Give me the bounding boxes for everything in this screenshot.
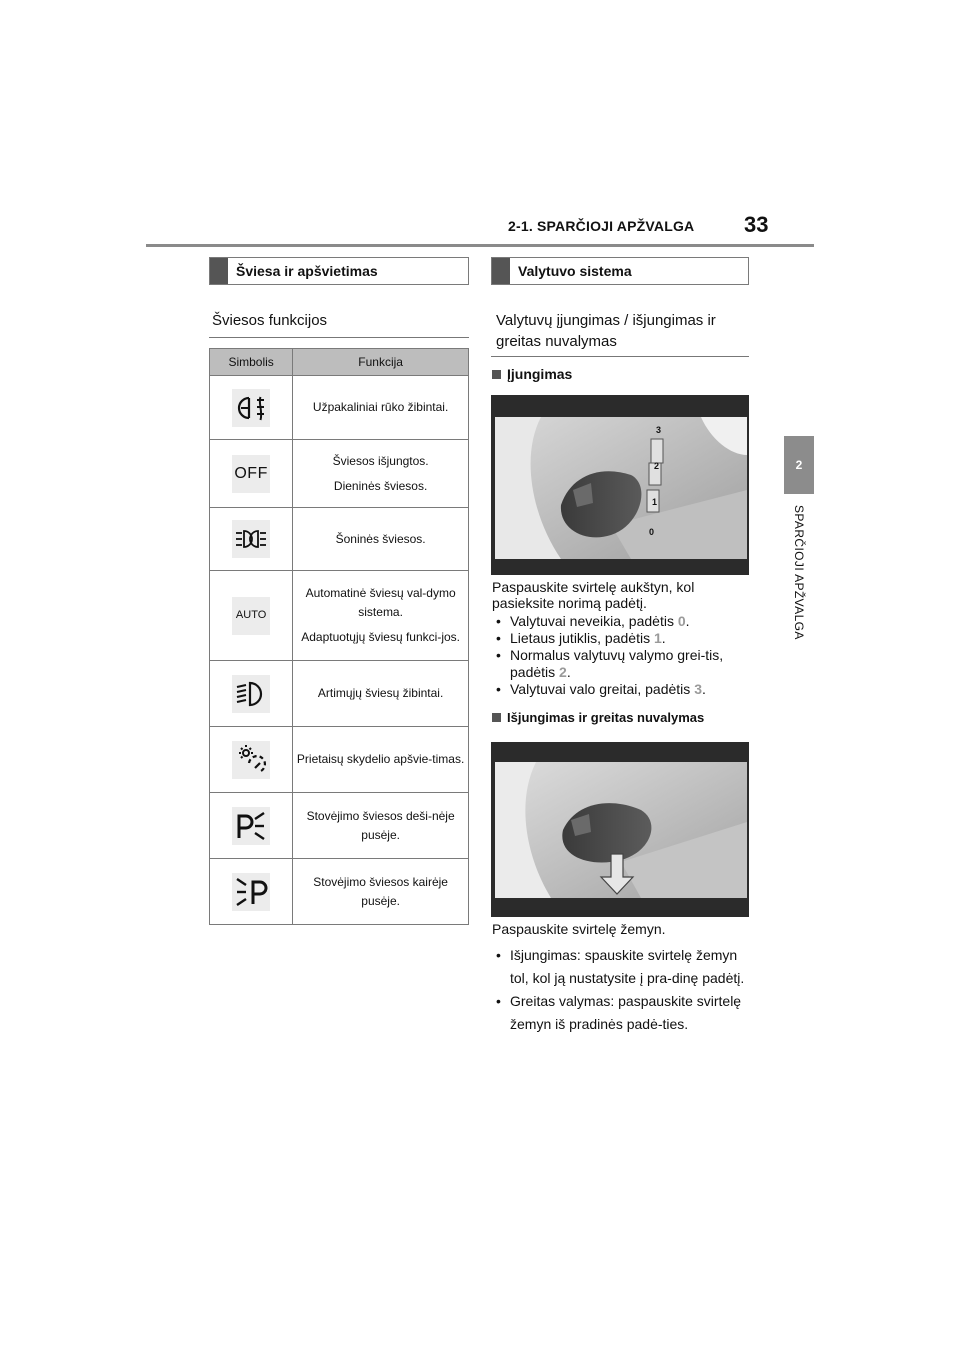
table-row [210, 793, 469, 859]
function-text: Užpakaliniai rūko žibintai. [312, 400, 449, 414]
position-label-0: 0 [649, 527, 655, 537]
rear-fog-light-icon [232, 389, 270, 427]
instrument-lighting-icon [232, 741, 270, 779]
chapter-tab-label: SPARČIOJI APŽVALGA [792, 505, 806, 640]
parking-light-left-icon [232, 873, 270, 911]
function-text: Artimųjų šviesų žibintai. [317, 686, 444, 700]
parking-light-right-icon [232, 807, 270, 845]
chapter-tab[interactable]: 2 [784, 436, 814, 494]
subheading-rule [209, 337, 469, 338]
function-text: Dieninės šviesos. [333, 478, 428, 493]
table-row [210, 661, 469, 727]
list-item: • Valytuvai valo greitai, padėtis 3. [492, 681, 754, 698]
wiper-lever-down-image [491, 742, 749, 917]
square-bullet-icon [492, 370, 501, 379]
position-label-3: 3 [656, 425, 662, 435]
function-text: Prietaisų skydelio apšvie-timas. [296, 752, 465, 766]
switch-on-instruction: Paspauskite svirtelę aukštyn, kol pasieksite norimą padėtį. [492, 579, 695, 611]
auto-lights-icon: AUTO [232, 597, 270, 635]
position-label-2: 2 [654, 461, 660, 471]
table-header-symbol: Simbolis [210, 349, 293, 376]
table-row [210, 859, 469, 925]
position-label-1: 1 [652, 497, 658, 507]
table-row [210, 727, 469, 793]
heading-switch-off: Išjungimas ir greitas nuvalymas [492, 710, 704, 725]
section-heading-lights: Šviesa ir apšvietimas [209, 257, 469, 285]
lights-off-icon: OFF [232, 455, 270, 493]
side-lights-icon [232, 520, 270, 558]
function-text: Stovėjimo šviesos deši-nėje pusėje. [306, 808, 455, 842]
subheading-light-functions: Šviesos funkcijos [212, 312, 328, 329]
subheading-rule [491, 356, 749, 357]
function-text: Stovėjimo šviesos kairėje pusėje. [313, 874, 448, 908]
table-row [210, 508, 469, 571]
list-item: • Valytuvai neveikia, padėtis 0. [492, 613, 754, 630]
wiper-positions-list [492, 613, 754, 698]
section-heading-wipers: Valytuvo sistema [491, 257, 749, 285]
table-row [210, 376, 469, 440]
low-beam-icon [232, 675, 270, 713]
list-item: • Greitas valymas: paspauskite svirtelę žemyn iš pradinės padė-ties. [492, 990, 754, 1036]
function-text: Automatinė šviesų val-dymo sistema. [305, 586, 456, 619]
subheading-wiper-activation: Valytuvų įjungimas / išjungimas ir greitas nuvalymas [496, 312, 716, 350]
header-rule [146, 244, 814, 247]
table-row [210, 571, 469, 661]
switch-off-instruction: Paspauskite svirtelę žemyn. [492, 921, 666, 937]
square-bullet-icon [492, 713, 501, 722]
heading-switch-on: Įjungimas [492, 366, 572, 382]
chapter-title: 2-1. SPARČIOJI APŽVALGA [508, 218, 695, 234]
wiper-lever-up-image [491, 395, 749, 575]
function-text: Šviesos išjungtos. [332, 453, 429, 468]
table-row [210, 440, 469, 508]
list-item: • Normalus valytuvų valymo grei-tis, padėtis 2. [492, 647, 754, 681]
light-functions-table [209, 348, 469, 925]
list-item: • Išjungimas: spauskite svirtelę žemyn tol, kol ją nustatysite į pra-dinę padėtį. [492, 944, 754, 990]
switch-off-list [492, 944, 754, 1036]
list-item: • Lietaus jutiklis, padėtis 1. [492, 630, 754, 647]
page-number: 33 [744, 212, 769, 237]
function-text: Šoninės šviesos. [335, 531, 426, 546]
function-text: Adaptuotųjų šviesų funkci-jos. [301, 630, 460, 644]
table-header-function: Funkcija [293, 349, 469, 376]
